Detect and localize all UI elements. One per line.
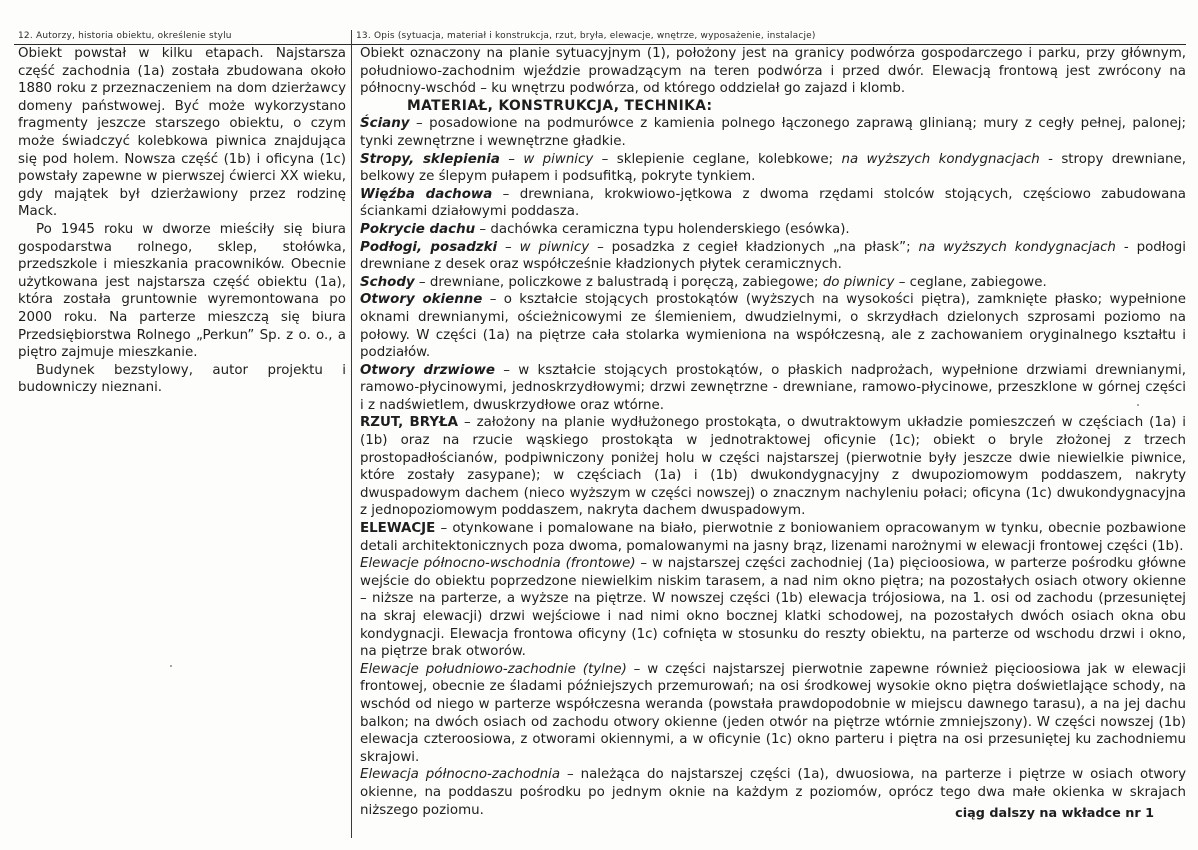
column-divider	[351, 30, 352, 838]
section-13-header: 13. Opis (sytuacja, materiał i konstrukcja, rzut, bryła, elewacje, wnętrze, wyposażenie, instalacje)	[356, 31, 816, 41]
text-podlogi-1: – posadzka z cegieł kładzionych „na płask”;	[589, 239, 919, 255]
text-podlogi-2: - podłogi drewniane z desek oraz współcześnie kładzionych płytek ceramicznych.	[360, 239, 1186, 273]
text-pokrycie: – dachówka ceramiczna typu holenderskiego (esówka).	[475, 221, 850, 237]
entry-rzut	[360, 414, 1186, 520]
entry-elewacja-tylna	[360, 661, 1186, 767]
text-elewacja-frontowa: – w najstarszej części zachodniej (1a) pięcioosiowa, w parterze pośrodku główne wejście do obiektu poprzedzone niewielkim niskim tarasem, a nad nim okno piętra; na pozostałych osiach otwory okienne – niższe na parterze, a wyższe na piętrze. W nowszej części (1b) elewacja trójosiowa, na 1. osi od zachodu (przesuniętej na skraj elewacji) drzwi wejściowe i nad nimi okno bocznej klatki schodowej, na pozostałych dwóch osiach okna obu kondygnacji. Elewacja frontowa oficyny (1c) cofnięta w stosunku do reszty obiektu, na parterze od wschodu drzwi i okno, na piętrze brak otworów.	[360, 556, 1186, 660]
entry-elewacja-frontowa	[360, 555, 1186, 661]
history-paragraph-2: Po 1945 roku w dworze mieściły się biura gospodarstwa rolnego, sklep, stołówka, przedszkole i mieszkania pracowników. Obecnie użytkowana jest najstarsza część obiektu (1a), która została gruntownie wyremontowana po 2000 roku. Na parterze mieszczą się biura Przedsiębiorstwa Rolnego „Perkun” Sp. z o. o., a piętro zajmuje mieszkanie.	[18, 221, 346, 361]
entry-elewacje	[360, 520, 1186, 555]
description-intro: Obiekt oznaczony na planie sytuacyjnym (1), położony jest na granicy podwórza gospodarczego i parku, przy głównym, południowo-zachodnim wjeździe prowadzącym na teren podwórza i przed dwór. Elewacją frontową jest zwrócony na północny-wschód – ku wnętrzu podwórza, od którego oddzielał go zajazd i klomb.	[360, 46, 1186, 97]
term-elewacja-tylna: Elewacje południowo-zachodnie (tylne)	[360, 661, 627, 677]
text-sciany: – posadowione na podmurówce z kamienia polnego łączonego zaprawą glinianą; mury z cegły pełnej, palonej; tynki zewnętrzne i wewnętrzne gładkie.	[360, 116, 1186, 149]
term-okna: Otwory okienne	[360, 292, 483, 308]
dash-stropy: –	[499, 151, 524, 167]
entry-podlogi	[360, 239, 1186, 274]
loc-schody-piwnica: do piwnicy	[822, 274, 895, 290]
entry-okna	[360, 291, 1186, 361]
entry-schody	[360, 274, 1186, 292]
term-pokrycie: Pokrycie dachu	[360, 221, 476, 237]
text-elewacje: – otynkowane i pomalowane na biało, pierwotnie z boniowaniem opracowanym w tynku, obecnie pozbawione detali architektonicznych poza dwoma, pomalowanymi na jasny brąz, lizenami narożnymi w elewacji frontowej części (1b).	[360, 521, 1186, 554]
text-okna: – o kształcie stojących prostokątów (wyższych na wysokości piętra), zamknięte płasko; wypełnione oknami drewnianymi, ościeżnicowymi ze ślemieniem, dwudzielnymi, o skrzydłach dzielonych szprosami poziomo na połowy. W części (1a) na piętrze cała stolarka wymieniona na współczesną, ale z zachowaniem oryginalnego kształtu i podziałów.	[360, 292, 1186, 361]
loc-podlogi-piwnica: w piwnicy	[519, 239, 590, 255]
term-elewacja-frontowa: Elewacje północno-wschodnia (frontowe)	[360, 556, 636, 572]
text-schody-1: – drewniane, policzkowe z balustradą i poręczą, zabiegowe;	[414, 274, 823, 290]
entry-drzwi	[360, 362, 1186, 415]
text-stropy-2: - stropy drewniane, belkowy ze ślepym pułapem i podsufitką, pokryte tynkiem.	[360, 151, 1187, 185]
dash-podlogi: –	[497, 239, 520, 255]
description-column	[360, 45, 1186, 819]
term-podlogi: Podłogi, posadzki	[360, 239, 498, 255]
term-sciany: Ściany	[360, 116, 410, 132]
entry-sciany	[360, 115, 1186, 150]
entry-pokrycie	[360, 221, 1186, 239]
history-paragraph-3: Budynek bezstylowy, autor projektu i budowniczy nieznani.	[18, 362, 346, 396]
loc-stropy-wyzsze: na wyższych kondygnacjach	[841, 151, 1040, 167]
entry-stropy	[360, 151, 1186, 186]
term-rzut: RZUT, BRYŁA	[360, 415, 458, 431]
material-section-heading: MATERIAŁ, KONSTRUKCJA, TECHNIKA:	[407, 97, 713, 114]
scan-speck	[170, 665, 172, 667]
loc-podlogi-wyzsze: na wyższych kondygnacjach	[918, 239, 1116, 255]
term-elewacje: ELEWACJE	[360, 521, 436, 537]
text-schody-2: – ceglane, zabiegowe.	[894, 274, 1047, 290]
term-wiezba: Więźba dachowa	[360, 186, 493, 202]
text-stropy-1: – sklepienie ceglane, kolebkowe;	[593, 151, 842, 167]
history-column	[18, 45, 346, 397]
scan-speck	[1137, 404, 1139, 406]
section-12-header: 12. Autorzy, historia obiektu, określenie stylu	[18, 31, 232, 41]
text-wiezba: – drewniana, krokwiowo-jętkowa z dwoma rzędami stolców stojących, częściowo zabudowana ściankami działowymi poddasza.	[360, 186, 1187, 220]
loc-stropy-piwnica: w piwnicy	[523, 151, 594, 167]
term-elewacja-nw: Elewacja północno-zachodnia	[360, 767, 561, 783]
history-paragraph-1: Obiekt powstał w kilku etapach. Najstarsza część zachodnia (1a) została zbudowana około 1880 roku z przeznaczeniem na dom dzierżawcy domeny państwowej. Być może wykorzystano fragmenty jeszcze starszego obiektu, o czym może świadczyć kolebkowa piwnica znajdująca się pod holem. Nowsza część (1b) i oficyna (1c) powstały zapewne w pierwszej ćwierci XX wieku, gdy majątek był dzierżawiony przez rodzinę Mack.	[18, 46, 346, 220]
term-stropy: Stropy, sklepienia	[360, 151, 500, 167]
continuation-note: ciąg dalszy na wkładce nr 1	[955, 806, 1154, 821]
term-drzwi: Otwory drzwiowe	[360, 362, 495, 378]
text-rzut: – założony na planie wydłużonego prostokąta, o dwutraktowym układzie pomieszczeń w częściach (1a) i (1b) oraz na rzucie wąskiego prostokąta w jednotraktowej oficynie (1c); obiekt o bryle złożonej z trzech prostopadłościanów, podpiwniczony poniżej holu w części najstarszej (pierwotnie były jeszcze dwie niewielkie piwnice, które zostały zasypane); w częściach (1a) i (1b) dwukondygnacyjny z dwupoziomowym poddaszem, nakryty dwuspadowym dachem (nieco wyższym w części nowszej) o znacznym nachyleniu połaci; oficyna (1c) dwukondygnacyjna z jednopoziomowym poddaszem, nakryta dachem dwuspadowym.	[360, 415, 1186, 519]
text-elewacja-nw: – należąca do najstarszej części (1a), dwuosiowa, na parterze i piętrze w osiach otwory okienne, na poddaszu pośrodku po jednym oknie na każdym z poziomów, oprócz tego dwa małe okienka w skrajach niższego poziomu.	[360, 767, 1186, 818]
text-elewacja-tylna: – w części najstarszej pierwotnie zapewne również pięcioosiowa jak w elewacji frontowej, obecnie ze śladami późniejszych przemurowań; na osi środkowej wysokie okno piętra doświetlające schody, na wschód od niego w parterze współczesna weranda (powstała prawdopodobnie w miejscu dawnego tarasu), a na jej dachu balkon; na dwóch osiach od zachodu otwory okienne (jeden otwór na piętrze wtórnie zmniejszony). W części nowszej (1b) elewacja czteroosiowa, z otworami okiennymi, a w oficynie (1c) okno parteru i piętra na osi przesuniętej ku zachodniemu skrajowi.	[360, 661, 1186, 765]
text-drzwi: – w kształcie stojących prostokątów, o płaskich nadprożach, wypełnione drzwiami drewnianymi, ramowo-płycinowymi, jednoskrzydłowymi; drzwi zewnętrzne - drewniane, ramowo-płycinowe, przeszklone w górnej części i z nadświetlem, dwuskrzydłowe oraz wtórne.	[360, 362, 1186, 413]
entry-wiezba	[360, 186, 1186, 221]
term-schody: Schody	[360, 274, 415, 290]
